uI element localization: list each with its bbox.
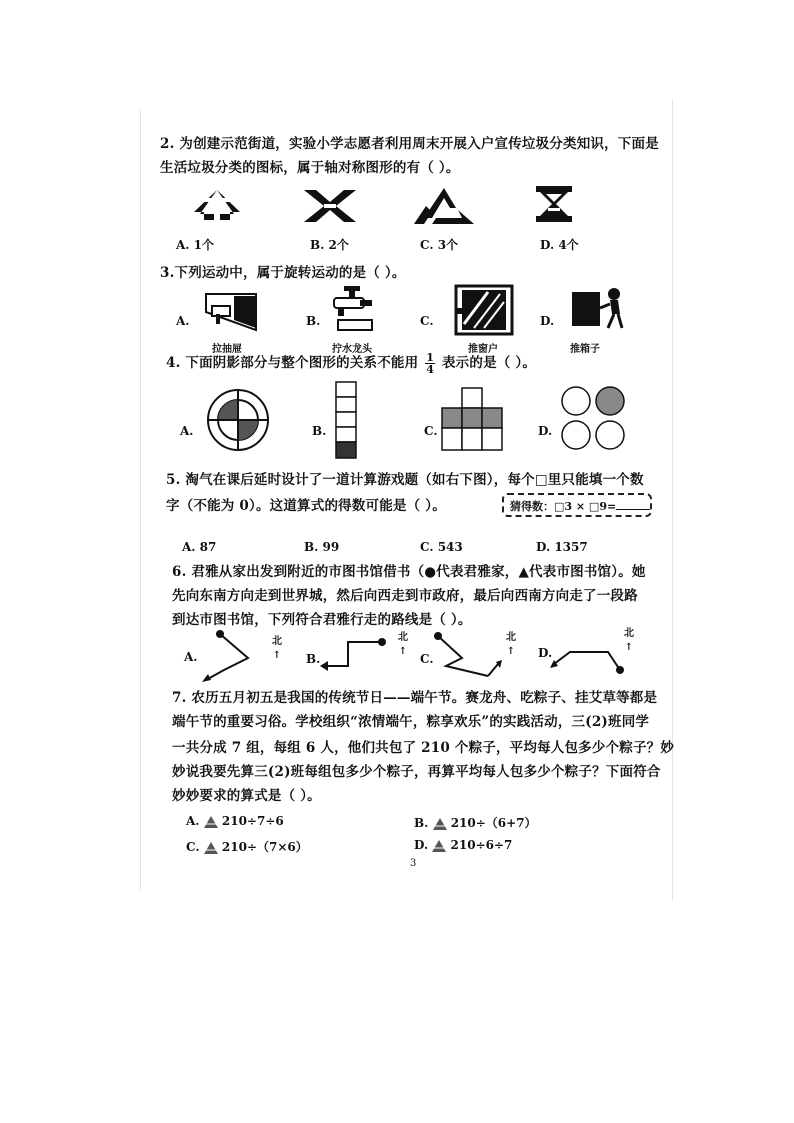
q5-option-c[interactable]: C. 543 bbox=[420, 540, 463, 554]
q7-line2: 端午节的重要习俗。学校组织“浓情端午，粽享欢乐”的实践活动，三(2)班同学 bbox=[172, 714, 650, 730]
drawer-icon bbox=[204, 290, 258, 332]
faucet-icon bbox=[330, 284, 374, 332]
q7-option-d-letter: D. bbox=[414, 838, 429, 852]
north-label-c: 北 bbox=[506, 632, 516, 643]
q7-line5: 妙妙要求的算式是（ ）。 bbox=[172, 788, 321, 804]
q3-caption-d: 推箱子 bbox=[570, 344, 600, 355]
q3-caption-b: 拧水龙头 bbox=[332, 344, 372, 355]
recycle-icon-a bbox=[190, 188, 244, 224]
q6-option-b[interactable]: B. bbox=[306, 652, 321, 666]
q5-option-b[interactable]: B. 99 bbox=[304, 540, 340, 554]
q7-option-d[interactable] bbox=[414, 838, 512, 852]
q6-option-a[interactable]: A. bbox=[184, 650, 198, 664]
q6-option-d[interactable]: D. bbox=[538, 646, 553, 660]
route-a bbox=[200, 628, 264, 682]
q7-option-d-expr: 210÷6÷7 bbox=[450, 838, 513, 852]
q7-option-c-letter: C. bbox=[186, 840, 200, 854]
fraction-numerator: 1 bbox=[426, 351, 435, 364]
q7-option-b-letter: B. bbox=[414, 816, 429, 830]
q6-line3: 到达市图书馆，下列符合君雅行走的路线是（ ）。 bbox=[172, 612, 472, 628]
answer-blank bbox=[616, 497, 650, 510]
zongzi-icon bbox=[204, 842, 218, 854]
q7-option-b-expr: 210÷（6+7） bbox=[450, 816, 537, 830]
north-arrow-b: ↑ bbox=[398, 646, 408, 657]
window-icon bbox=[454, 284, 514, 336]
q6-line1: 6. 君雅从家出发到附近的市图书馆借书（●代表君雅家，▲代表市图书馆）。她 bbox=[172, 564, 646, 580]
one-quarter-fraction bbox=[425, 352, 435, 375]
hourglass-icon-d bbox=[534, 184, 574, 224]
north-label-a: 北 bbox=[272, 636, 282, 647]
north-arrow-c: ↑ bbox=[506, 646, 516, 657]
q7-option-b[interactable] bbox=[414, 814, 537, 831]
page-number: 3 bbox=[410, 858, 417, 869]
q2-option-c[interactable]: C. 3个 bbox=[420, 238, 459, 252]
q2-line1: 2. 为创建示范街道，实验小学志愿者利用周末开展入户宣传垃圾分类知识，下面是 bbox=[160, 136, 659, 152]
q3-caption-a: 拉抽屉 bbox=[212, 344, 242, 355]
zongzi-icon bbox=[204, 816, 218, 828]
q4-option-c[interactable]: C. bbox=[424, 424, 438, 438]
q7-option-a[interactable] bbox=[186, 814, 284, 828]
north-arrow-a: ↑ bbox=[272, 650, 282, 661]
four-circles-figure bbox=[560, 384, 626, 454]
q7-line4: 妙说我要先算三(2)班每组包多少个粽子，再算平均每人包多少个粽子？下面符合 bbox=[172, 764, 661, 780]
fraction-denominator: 4 bbox=[426, 363, 435, 376]
q4-stem-after: 表示的是（ ）。 bbox=[441, 355, 537, 371]
q7-option-c-expr: 210÷（7×6） bbox=[221, 840, 308, 854]
q4-option-b[interactable]: B. bbox=[312, 424, 327, 438]
zongzi-icon bbox=[433, 818, 447, 830]
q4-stem-before: 4. 下面阴影部分与整个图形的关系不能用 bbox=[166, 355, 419, 371]
q2-option-d[interactable]: D. 4个 bbox=[540, 238, 579, 252]
column-squares-figure bbox=[334, 380, 358, 462]
q2-line2: 生活垃圾分类的图标，属于轴对称图形的有（ ）。 bbox=[160, 160, 460, 176]
cross-arrows-icon-b bbox=[302, 188, 358, 224]
guess-result-text: 猜得数：□3 × □9= bbox=[510, 500, 617, 513]
q3-option-d[interactable]: D. bbox=[540, 314, 555, 328]
q6-line2: 先向东南方向走到世界城，然后向西走到市政府，最后向西南方向走了一段路 bbox=[172, 588, 638, 604]
q7-option-a-letter: A. bbox=[186, 814, 200, 828]
scan-edge-right bbox=[672, 100, 673, 900]
q5-option-a[interactable]: A. 87 bbox=[182, 540, 217, 554]
q7-option-c[interactable] bbox=[186, 838, 308, 855]
q2-option-b[interactable]: B. 2个 bbox=[310, 238, 349, 252]
grid-squares-figure bbox=[440, 386, 506, 454]
route-c bbox=[432, 630, 502, 682]
q3-option-a[interactable]: A. bbox=[176, 314, 190, 328]
q6-option-c[interactable]: C. bbox=[420, 652, 434, 666]
q4-option-a[interactable]: A. bbox=[180, 424, 194, 438]
q7-line3: 一共分成 7 组，每组 6 人，他们共包了 210 个粽子，平均每人包多少个粽子？妙 bbox=[172, 740, 675, 756]
q7-line1: 7. 农历五月初五是我国的传统节日——端午节。赛龙舟、吃粽子、挂艾草等都是 bbox=[172, 690, 658, 706]
zongzi-icon bbox=[432, 840, 446, 852]
q7-option-a-expr: 210÷7÷6 bbox=[221, 814, 284, 828]
q4-option-d[interactable]: D. bbox=[538, 424, 553, 438]
scan-edge-left bbox=[140, 110, 141, 890]
concentric-circle-figure bbox=[206, 388, 270, 452]
q3-option-b[interactable]: B. bbox=[306, 314, 321, 328]
q5-line1: 5. 淘气在课后延时设计了一道计算游戏题（如右下图），每个□里只能填一个数 bbox=[166, 472, 644, 488]
q3-stem: 3.下列运动中，属于旋转运动的是（ ）。 bbox=[160, 265, 406, 281]
q5-option-d[interactable]: D. 1357 bbox=[536, 540, 588, 554]
north-label-d: 北 bbox=[624, 628, 634, 639]
q2-option-a[interactable]: A. 1个 bbox=[176, 238, 215, 252]
guess-result-box bbox=[502, 493, 652, 517]
route-b bbox=[318, 636, 388, 676]
triangle-recycle-icon-c bbox=[412, 186, 476, 226]
q3-caption-c: 推窗户 bbox=[468, 344, 498, 355]
q4-stem bbox=[166, 352, 536, 375]
north-label-b: 北 bbox=[398, 632, 408, 643]
north-arrow-d: ↑ bbox=[624, 642, 634, 653]
q3-option-c[interactable]: C. bbox=[420, 314, 434, 328]
pushing-box-icon bbox=[570, 286, 626, 330]
q5-line2: 字（不能为 0）。这道算式的得数可能是（ ）。 bbox=[166, 498, 446, 514]
route-d bbox=[548, 644, 628, 680]
